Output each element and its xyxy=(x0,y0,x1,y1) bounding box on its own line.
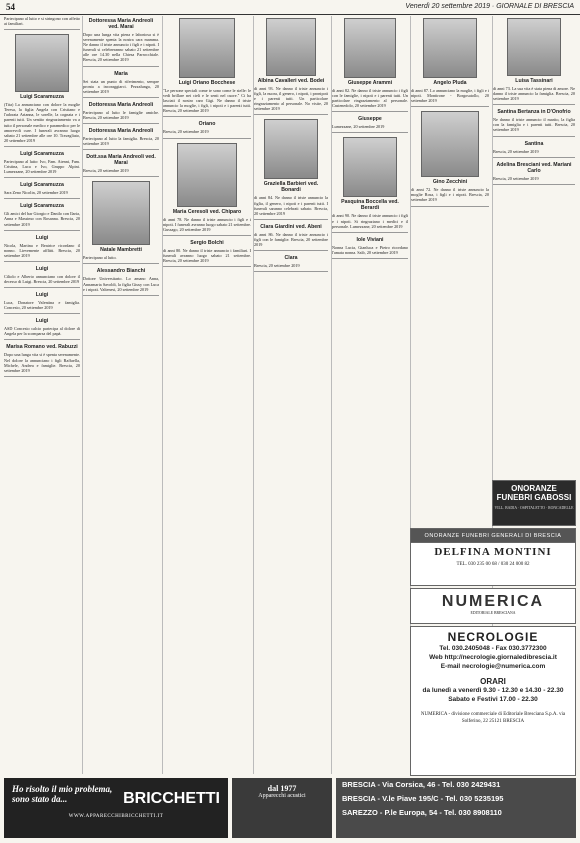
obituary-notice xyxy=(332,237,408,259)
obituary-notice xyxy=(163,240,251,267)
obituary-notice xyxy=(332,137,408,232)
deceased-portrait-photo xyxy=(264,119,318,179)
obituary-name: Luigi xyxy=(35,292,49,299)
obituary-name: Sergio Bolchi xyxy=(190,239,224,246)
obituary-text: Partecipano al lutto. xyxy=(83,255,117,261)
obituary-name: Giuseppe Arammi xyxy=(347,80,393,86)
obituary-column-3 xyxy=(162,16,251,774)
obituary-text: di anni 72. Ne danno il triste annuncio la moglie Rosa, i figli e i nipoti. Brescia, 20 settembre 2019 xyxy=(411,187,489,203)
obituary-notice xyxy=(4,318,80,340)
obituary-notice xyxy=(163,18,251,117)
obituary-text: Brescia, 20 settembre 2019 xyxy=(493,148,539,154)
ad-onoranze-banner: ONORANZE FUNEBRI GENERALI DI BRESCIA xyxy=(410,528,576,544)
obituary-notice xyxy=(163,121,251,138)
obituary-text: di anni 78. Ne danno il triste annuncio i figli e i nipoti. I funerali avranno luogo sabato 21 settembre. Gussago, 20 settembre 2019 xyxy=(163,216,251,232)
obituary-name: Marisa Romano ved. Rabuzzi xyxy=(6,344,78,351)
obituary-notice xyxy=(4,235,80,262)
obituary-notice xyxy=(83,71,159,98)
obituary-notice xyxy=(493,162,575,185)
obituary-text: Brescia, 20 settembre 2019 xyxy=(254,263,300,269)
obituary-name: Luigi Scaramuzza xyxy=(20,150,64,157)
obituary-notice xyxy=(254,119,328,219)
necro-email-link[interactable]: E-mail necrologie@numerica.com xyxy=(440,663,546,670)
ad-delfina-montini[interactable]: DELFINA MONTINI TEL. 030 235 00 68 / 030 24 000 82 xyxy=(410,542,576,586)
obituary-notice xyxy=(83,154,159,177)
obituary-notice xyxy=(254,224,328,251)
obituary-name: Luigi Oriano Bocchese xyxy=(178,80,236,86)
obituary-text: Brescia, 20 settembre 2019 xyxy=(493,175,539,181)
obituary-name: Oriano xyxy=(198,121,216,128)
ad-since: dal 1977 Apparecchi acustici xyxy=(232,778,332,838)
obituary-text: di anni 84. Ne danno il triste annuncio la figlia, il genero, i nipoti e i parenti tutti. I funerali saranno celebrati sabato. Brescia, 20 settembre 2019 xyxy=(254,195,328,216)
obituary-text: Partecipano al lutto la famiglia. Brescia, 20 settembre 2019 xyxy=(83,136,159,147)
obituary-name: Pasquina Boccella ved. Berardi xyxy=(341,199,399,212)
obituary-text: "Le persone speciali come te sono come le stelle: le vedi brillare nei cieli e le senti nel cuore." Ci ha lasciati il nostro caro Gigi. Ne danno il triste annuncio la moglie, i figli, i nipoti e i parenti tutti. Brescia, 20 settembre 2019 xyxy=(163,88,251,114)
ad-numerica-logo: NUMERICA EDITORIALE BRESCIANA xyxy=(410,588,576,624)
obituary-name: Maria Ceresoli ved. Chiparo xyxy=(172,208,242,215)
deceased-portrait-photo xyxy=(15,34,69,92)
obituary-notice xyxy=(332,116,408,133)
obituary-text: Nonna Lucia, Gianluca e Pietro ricordano l'amata nonna. Salò, 20 settembre 2019 xyxy=(332,244,408,255)
obituary-text: di anni 87. Lo annunciano la moglie, i figli e i nipoti. Montirone - Borgosatollo, 20 settembre 2019 xyxy=(411,88,489,104)
obituary-name: Luigi Scaramuzza xyxy=(20,203,64,210)
obituary-name: Luisa Tassinari xyxy=(515,78,553,84)
obituary-name: Adelina Bresciani ved. Mariani Carlo xyxy=(496,161,572,174)
obituary-text: Ne danno il triste annuncio il marito, la figlia con la famiglia e i parenti tutti. Brescia, 20 settembre 2019 xyxy=(493,117,575,133)
obituary-text: di anni 73. La sua vita è stata piena di amore. Ne danno il triste annuncio la famiglia. Brescia, 20 settembre 2019 xyxy=(493,86,575,102)
obituary-text: Ciliolo e Alberto annunciano con dolore il decesso di Luigi. Brescia, 20 settembre 2019 xyxy=(4,273,80,284)
obituary-text: Partecipano al lutto: Ivo, Fam. Atenni, Fam. Cristina, Luca e Ivo, Gruppo Alpini. Lumezzane, 20 settembre 2019 xyxy=(4,158,80,175)
obituary-text: di anni 80. Ne danno il triste annuncio i familiari. I funerali avranno luogo sabato 21 settembre. Brescia, 20 settembre 2019 xyxy=(163,247,251,264)
obituary-notice xyxy=(493,141,575,158)
obituary-name: Giuseppe xyxy=(358,116,382,123)
obituary-text: di anni 86. Ne danno il triste annuncio i figli con le famiglie. Brescia, 20 settembre 2019 xyxy=(254,231,328,248)
obituary-text: (Tita) La annunciano con dolore la moglie Teresa, la figlia Angela con Cristiano e l'adorata Arianna, le sorelle, la cognata e i parenti tutti. Un sentito ringraziamento va a tutto il personale medico e paramedico per le amorevoli cure. I funerali avranno luogo sabato 21 settembre alle ore 10. Travagliato, 20 settembre 2019 xyxy=(4,102,80,143)
obituary-column-5 xyxy=(331,16,408,774)
obituary-notice xyxy=(254,255,328,272)
bricchetti-logo: BRICCHETTI xyxy=(123,790,220,807)
deceased-portrait-photo xyxy=(92,181,150,245)
obituary-name: Dottoressa Maria Andreoli ved. Marai xyxy=(88,18,154,30)
ad-bricchetti[interactable]: Ho risolto il mio problema, sono stato da... BRICCHETTI WWW.APPARECCHIBRICCHETTI.IT xyxy=(4,778,228,838)
deceased-portrait-photo xyxy=(423,18,477,78)
obituary-notice xyxy=(411,111,489,206)
deceased-portrait-photo xyxy=(177,143,237,207)
obituary-text: Dottore Universitario. Lo amano Anna, Annamaria Savoldi, la figlia Giusy con Luca e i nipoti. Valtenesi, 20 settembre 2019 xyxy=(83,276,159,292)
obituary-name: Alessandro Bianchi xyxy=(96,268,146,275)
obituary-notice xyxy=(411,18,489,107)
obituary-notice xyxy=(83,102,159,124)
obituary-notice xyxy=(4,182,80,199)
obituary-notice xyxy=(4,203,80,230)
deceased-portrait-photo xyxy=(507,18,561,76)
obituary-text: Sara Zeno Nicolin, 20 settembre 2019 xyxy=(4,190,68,196)
obituary-name: Iole Viviani xyxy=(356,236,384,243)
necro-web-link[interactable]: Web http://necrologie.giornaledibrescia.it xyxy=(429,654,557,661)
obituary-notice xyxy=(83,268,159,295)
obituary-text: Sei stata un punto di riferimento, sempre pronta a incoraggiarci. Pezzalunga, 20 settembre 2019 xyxy=(83,78,159,94)
obituary-name: Natale Mambretti xyxy=(100,247,142,254)
obituary-name: Clara Giardini ved. Abeni xyxy=(260,223,322,230)
obituary-text: Dopo una lunga vita piena e laboriosa si è serenamente spenta la nostra cara mamma. Ne danno il triste annuncio i figli e i nipoti. I funerali si celebreranno sabato 21 settembre alle ore 14.30 nella Chiesa Parrocchiale. Brescia, 20 settembre 2019 xyxy=(83,32,159,63)
deceased-portrait-photo xyxy=(343,137,397,197)
obituary-text: Lumezzane, 20 settembre 2019 xyxy=(332,124,385,130)
obituary-text: Partecipano al lutto e si stringono con affetto ai familiari. xyxy=(4,16,80,27)
obituary-name: Gino Zecchini xyxy=(432,179,468,186)
obituary-notice xyxy=(83,181,159,264)
obituary-name: Dott.ssa Maria Andreoli ved. Marai xyxy=(86,154,156,167)
obituary-notice xyxy=(493,18,575,105)
obituary-name: Maria xyxy=(114,70,128,77)
obituary-text: Luca, Donatore Valentina e famiglia. Concesio, 20 settembre 2019 xyxy=(4,300,80,311)
page-date-line: Venerdì 20 settembre 2019 · GIORNALE DI BRESCIA xyxy=(405,3,574,10)
obituary-notice xyxy=(4,344,80,376)
obituary-text: di anni 82. Ne danno il triste annuncio i figli con le famiglie, i nipoti e i parenti tutti. Un particolare ringraziamento al personale. Castenedolo, 20 settembre 2019 xyxy=(332,88,408,109)
obituary-notice xyxy=(332,18,408,112)
obituary-name: Dottoressa Maria Andreoli xyxy=(88,128,154,135)
deceased-portrait-photo xyxy=(266,18,316,76)
ad-necrologie[interactable]: NECROLOGIE Tel. 030.2405048 - Fax 030.3772300 Web http://necrologie.giornaledibrescia.it E-mail necrologie@numerica.com ORARI da lunedì a venerdì 9.30 - 12.30 e 14.30 - 22.30 Sabato e Festivi 17.00 - 22.30 NUMERICA - divisione commerciale di Editoriale Bresciana S.p.A. via Solferino, 22 25121 BRESCIA xyxy=(410,626,576,776)
ad-gabossi[interactable]: ONORANZE FUNEBRI GABOSSI VILL. BADIA · OSPITALETTO · RONCADELLE xyxy=(492,480,576,526)
obituary-name: Clara xyxy=(284,255,298,262)
obituary-notice xyxy=(163,143,251,236)
obituary-text: Dopo una lunga vita si è spenta serenamente. Nel dolore la annunciano i figli Raffaella, Michele, Andrea e famiglie. Brescia, 20 settembre 2019 xyxy=(4,352,80,373)
obituary-name: Luigi xyxy=(35,234,49,241)
obituary-notice xyxy=(254,18,328,115)
page-number: 54 xyxy=(6,2,15,12)
obituary-notice xyxy=(4,151,80,178)
obituary-name: Santina Bertanza in D'Onofrio xyxy=(497,109,571,116)
obituary-name: Luigi Scaramuzza xyxy=(20,94,64,101)
obituary-name: Santina xyxy=(524,140,544,147)
obituary-column-2 xyxy=(82,16,159,774)
deceased-portrait-photo xyxy=(179,18,235,78)
obituary-text: Nicola, Martina e Beatrice ricordano il nonno. Lievemente afflitti. Brescia, 20 settembre 2019 xyxy=(4,242,80,258)
obituary-notice xyxy=(4,16,80,30)
obituary-text: Gli amici del bar Giorgio e Danilo con Ilaria, Anna e Massimo con Rosanna. Brescia, 20 settembre 2019 xyxy=(4,211,80,227)
page-header xyxy=(0,0,580,15)
ad-addresses: BRESCIA - Via Corsica, 46 - Tel. 030 2429431 BRESCIA - V.le Piave 195/C - Tel. 030 5235195 SAREZZO - P.le Europa, 54 - Tel. 030 8908110 xyxy=(336,778,576,838)
obituary-notice xyxy=(4,292,80,314)
obituary-column-1 xyxy=(4,16,80,774)
deceased-portrait-photo xyxy=(421,111,479,177)
obituary-column-4 xyxy=(253,16,328,774)
obituary-text: di anni 93. Ne danno il triste annuncio i figli, la nuora, il genero, i nipoti, i pronipoti e i parenti tutti. Un particolare ringraziamento al personale. No visite, 20 settembre 2019 xyxy=(254,86,328,112)
obituary-notice xyxy=(4,34,80,147)
obituary-name: Luigi xyxy=(35,265,49,272)
obituary-notice xyxy=(83,18,159,67)
obituary-notice xyxy=(4,266,80,288)
bricchetti-web[interactable]: WWW.APPARECCHIBRICCHETTI.IT xyxy=(68,814,164,819)
obituary-name: Luigi xyxy=(35,318,49,325)
obituary-text: ASD Concesio calcio partecipa al dolore di Angela per la scomparsa del papà. xyxy=(4,326,80,337)
obituary-name: Graziella Barbieri ved. Bonardi xyxy=(263,181,319,194)
obituary-notice xyxy=(493,109,575,136)
obituary-name: Angelo Pluda xyxy=(433,80,467,86)
ads-block xyxy=(410,480,574,774)
obituary-name: Luigi Scaramuzza xyxy=(20,182,64,189)
obituary-text: Partecipano al lutto le famiglie amiche. Brescia, 20 settembre 2019 xyxy=(83,109,159,120)
obituary-name: Albina Cavalleri ved. Bodei xyxy=(257,78,325,84)
deceased-portrait-photo xyxy=(344,18,396,78)
obituary-notice xyxy=(83,128,159,150)
obituary-text: di anni 90. Ne danno il triste annuncio i figli e i nipoti. Si ringraziano i medici e il personale. Lumezzane, 20 settembre 2019 xyxy=(332,213,408,229)
obituary-text: Brescia, 20 settembre 2019 xyxy=(163,129,209,135)
obituary-text: Brescia, 20 settembre 2019 xyxy=(83,168,129,174)
footer-ad xyxy=(0,778,580,843)
obituary-name: Dottoressa Maria Andreoli xyxy=(88,101,154,108)
